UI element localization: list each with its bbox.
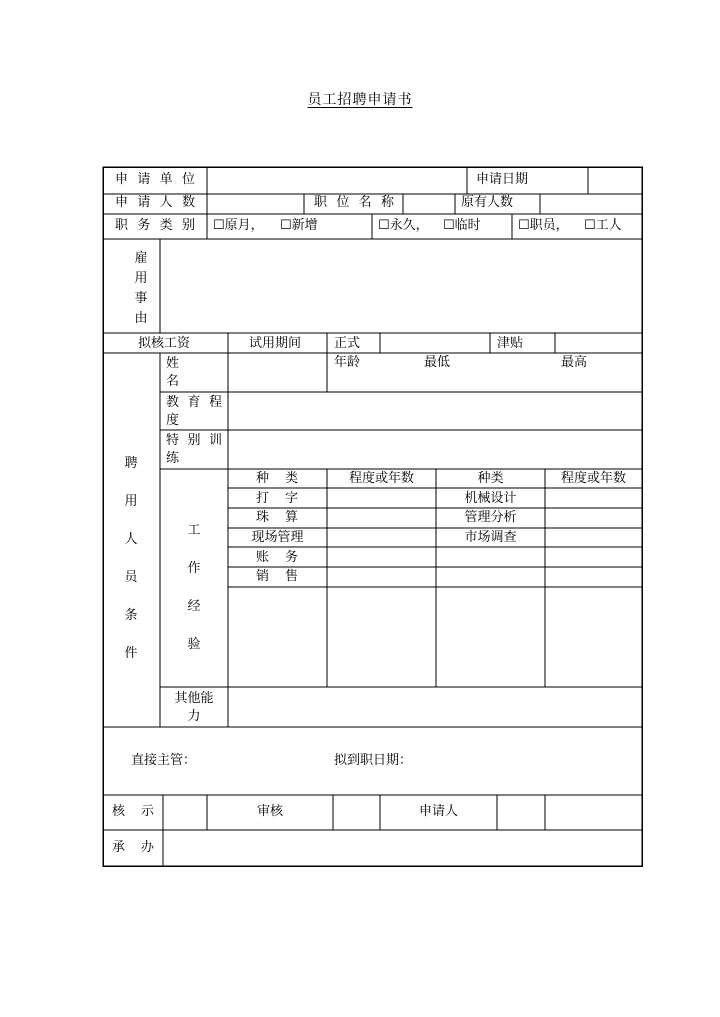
review-label: 审核: [256, 804, 283, 819]
skill-site-management: 现场管理: [251, 530, 304, 545]
proposed-salary-label: 拟核工资: [138, 336, 191, 351]
max-label: 最高: [561, 355, 588, 370]
start-date-label: 拟到职日期：: [334, 753, 413, 768]
formal-label: 正式: [334, 336, 361, 351]
skill-type-header-left: 种 类: [256, 471, 298, 486]
apply-dept-label: 申 请 单 位: [115, 172, 195, 187]
skill-level-header-left: 程度或年数: [348, 471, 414, 486]
applicant-label: 申请人: [418, 804, 458, 819]
skill-mechanical-design: 机械设计: [464, 491, 517, 506]
skill-market-research: 市场调查: [464, 530, 517, 545]
approval-label: 核 示: [112, 804, 154, 819]
skill-sales: 销 售: [256, 569, 298, 584]
skill-type-header-right: 种类: [477, 471, 504, 486]
job-category-label: 职 务 类 别: [115, 218, 195, 233]
special-training-label: 特 别 训 练: [166, 433, 222, 466]
option-original[interactable]: ☐原月，: [213, 218, 264, 233]
page-title: 员工招聘申请书: [307, 92, 413, 108]
hiring-conditions-label: 聘 用 人 员 条 件: [124, 456, 138, 661]
existing-count-label: 原有人数: [461, 195, 514, 210]
skill-level-header-right: 程度或年数: [560, 471, 626, 486]
headcount-label: 申 请 人 数: [115, 195, 195, 210]
employment-reason-label: 雇 用 事 由: [134, 251, 148, 326]
option-permanent[interactable]: ☐永久，: [378, 218, 429, 233]
gender-label: 姓 名: [166, 356, 180, 389]
skill-typing: 打 字: [256, 491, 298, 506]
option-new[interactable]: ☐新增: [280, 218, 318, 233]
position-name-label: 职 位 名 称: [314, 195, 394, 210]
education-label: 教 育 程 度: [166, 395, 222, 428]
skill-abacus: 珠 算: [256, 510, 298, 525]
skill-accounting: 账 务: [256, 550, 298, 565]
handler-label: 承 办: [112, 840, 154, 855]
skill-management-analysis: 管理分析: [464, 510, 517, 525]
work-experience-label: 工 作 经 验: [187, 523, 201, 652]
option-staff[interactable]: ☐职员，: [518, 218, 569, 233]
option-temporary[interactable]: ☐临时: [443, 218, 481, 233]
apply-date-label: 申请日期: [476, 172, 529, 187]
other-abilities-label: 其他能 力: [174, 691, 214, 724]
min-label: 最低: [424, 355, 451, 370]
probation-label: 试用期间: [249, 336, 302, 351]
allowance-label: 津贴: [497, 336, 524, 351]
direct-manager-label: 直接主管：: [131, 753, 197, 768]
age-label: 年龄: [334, 355, 361, 370]
option-worker[interactable]: ☐工人: [584, 218, 622, 233]
